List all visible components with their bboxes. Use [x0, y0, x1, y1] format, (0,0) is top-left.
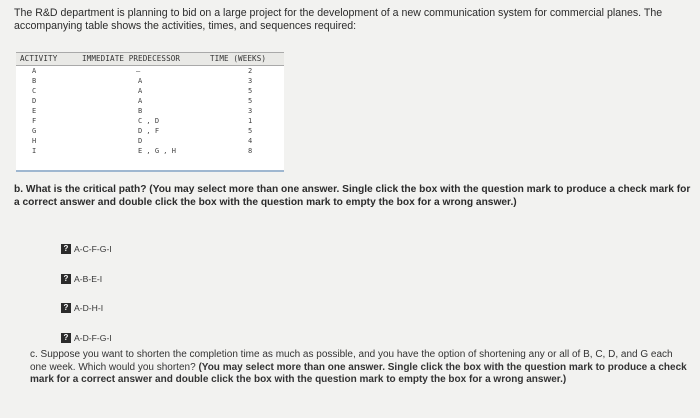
cell-time: 5: [248, 97, 253, 105]
question-mark-checkbox[interactable]: ?: [61, 333, 71, 343]
table-row: [16, 96, 284, 106]
header-activity: ACTIVITY: [20, 54, 58, 63]
question-c-instructions: (You may select more than one answer. Single click the box with the question mark to produce a check mark for a correct answer and double click the box with the question mark to empty the box for a wrong answer.): [30, 361, 687, 386]
cell-activity: C: [32, 87, 37, 95]
table-header: [16, 52, 284, 66]
cell-activity: F: [32, 117, 37, 125]
question-mark-checkbox[interactable]: ?: [61, 244, 71, 254]
cell-time: 1: [248, 117, 253, 125]
activity-table: [16, 52, 284, 172]
option-adhi: [61, 302, 103, 313]
question-mark-checkbox[interactable]: ?: [61, 274, 71, 284]
cell-predecessor: —: [136, 67, 141, 75]
cell-activity: I: [32, 147, 37, 155]
cell-activity: A: [32, 67, 37, 75]
option-abei: [61, 273, 102, 284]
cell-predecessor: D , F: [138, 127, 160, 135]
table-row: [16, 86, 284, 96]
problem-intro: The R&D department is planning to bid on a large project for the development of a new communication system for commercial planes. The accompanying table shows the activities, times, and sequences required:: [14, 7, 663, 32]
option-adfgi: [61, 332, 112, 343]
table-row: [16, 66, 284, 76]
table-row: [16, 136, 284, 146]
table-row: [16, 146, 284, 156]
question-b: b. What is the critical path? (You may select more than one answer. Single click the box with the question mark to produce a check mark for a correct answer and double click the box with the question mark to empty the box for a wrong answer.): [14, 184, 691, 208]
option-label: A-C-F-G-I: [74, 243, 112, 254]
cell-time: 5: [248, 87, 253, 95]
cell-activity: H: [32, 137, 37, 145]
option-acfgi: [61, 243, 112, 254]
cell-time: 3: [248, 107, 253, 115]
table-row: [16, 106, 284, 116]
cell-predecessor: B: [138, 107, 143, 115]
cell-predecessor: D: [138, 137, 143, 145]
cell-time: 2: [248, 67, 253, 75]
cell-predecessor: C , D: [138, 117, 160, 125]
option-label: A-B-E-I: [74, 273, 103, 284]
option-label: A-D-H-I: [74, 302, 104, 313]
question-c: [30, 349, 690, 387]
cell-predecessor: A: [138, 97, 143, 105]
table-row: [16, 126, 284, 136]
table-body: [16, 66, 284, 156]
cell-time: 5: [248, 127, 253, 135]
cell-predecessor: A: [138, 87, 143, 95]
cell-activity: G: [32, 127, 37, 135]
cell-activity: D: [32, 97, 37, 105]
question-mark-checkbox[interactable]: ?: [61, 303, 71, 313]
table-row: [16, 76, 284, 86]
option-label: A-D-F-G-I: [74, 332, 112, 343]
header-predecessor: IMMEDIATE PREDECESSOR: [82, 54, 181, 63]
cell-time: 4: [248, 137, 253, 145]
table-row: [16, 116, 284, 126]
cell-activity: B: [32, 77, 37, 85]
cell-time: 3: [248, 77, 253, 85]
cell-predecessor: A: [138, 77, 143, 85]
question-c-text: c. Suppose you want to shorten the completion time as much as possible, and you have the option of shortening any or all of B, C, D, and G each one week. Which would you shorten?: [30, 349, 673, 373]
cell-time: 8: [248, 147, 253, 155]
header-time: TIME (WEEKS): [210, 54, 267, 63]
cell-predecessor: E , G , H: [138, 147, 176, 155]
cell-activity: E: [32, 107, 37, 115]
